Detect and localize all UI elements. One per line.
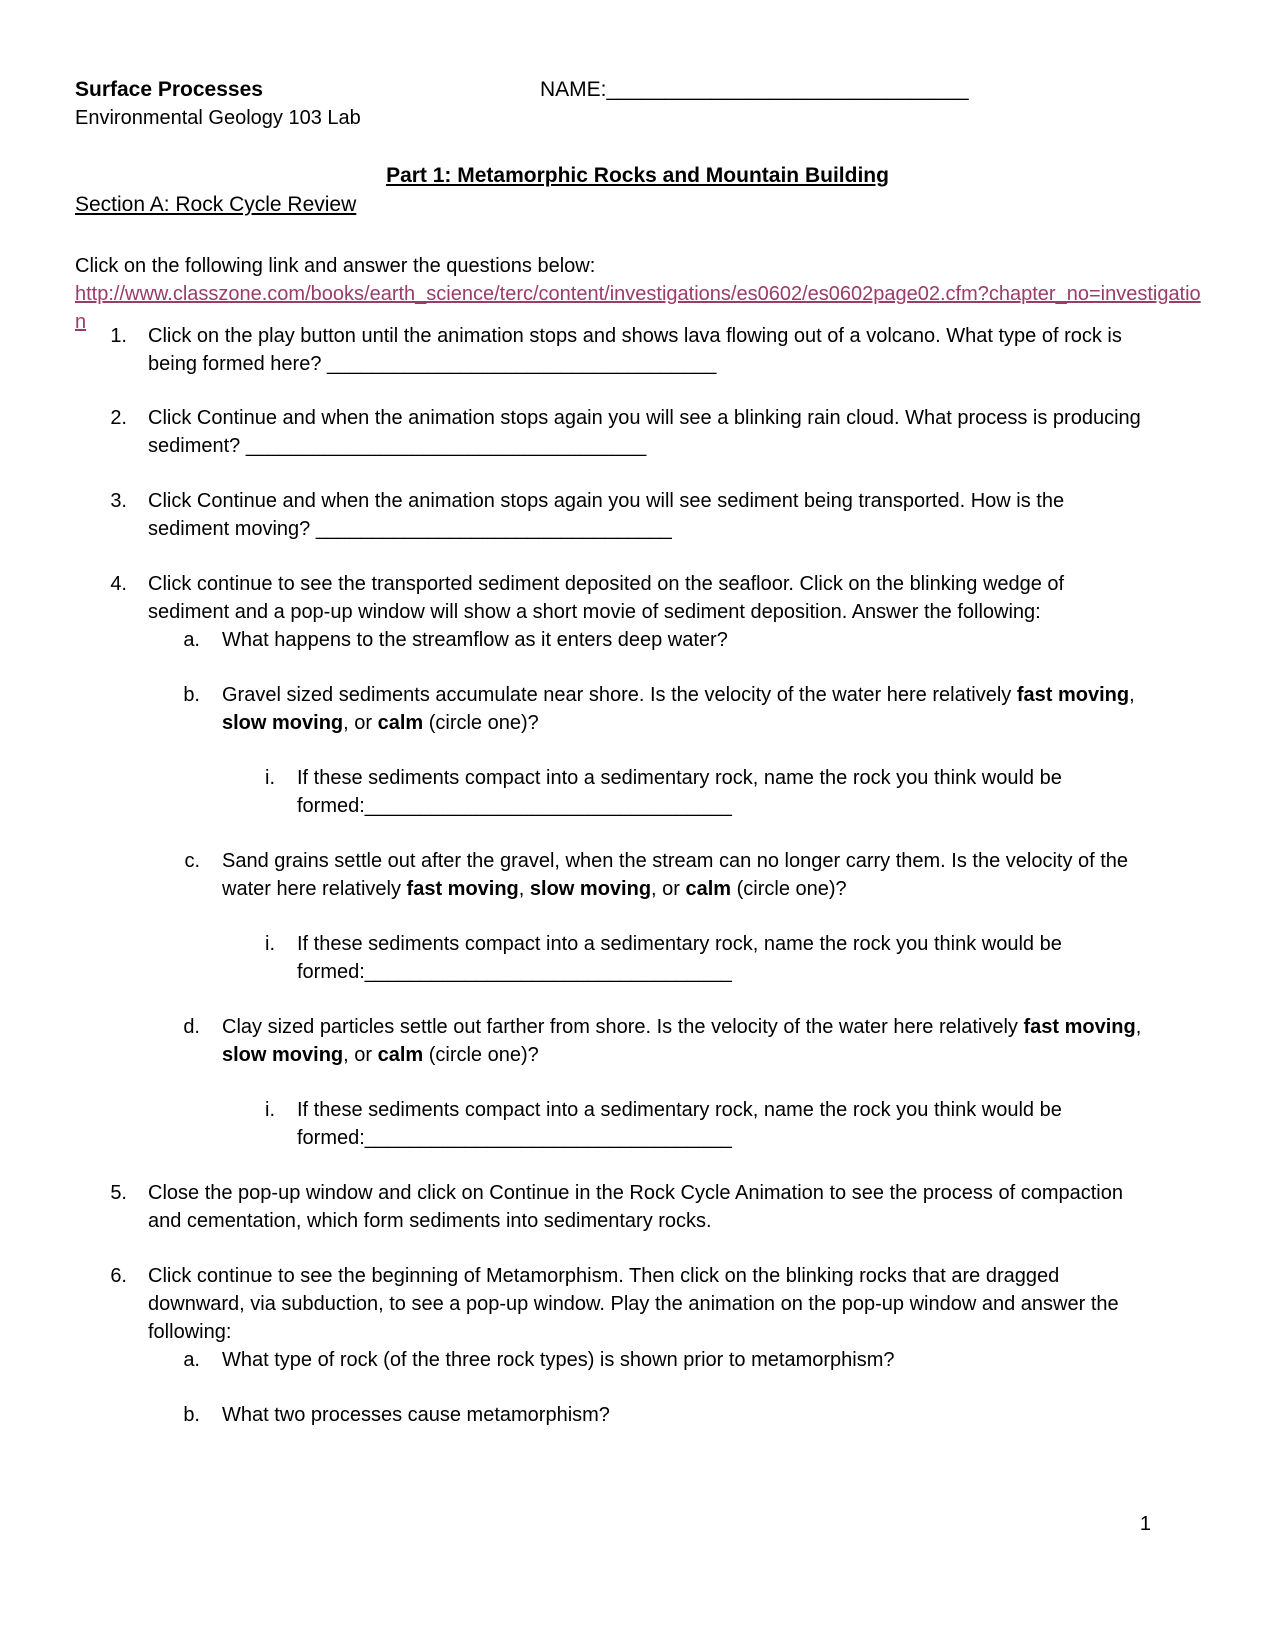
subquestion-letter: c.	[184, 850, 200, 872]
question-text: Click continue to see the transported sediment deposited on the seafloor. Click on the blinking wedge of	[148, 573, 1065, 595]
subquestion-text: What type of rock (of the three rock types) is shown prior to metamorphism?	[222, 1349, 895, 1371]
question-text: Click continue to see the beginning of Metamorphism. Then click on the blinking rocks that are dragged	[148, 1265, 1060, 1287]
question-number: 2.	[110, 407, 127, 429]
subquestion-text-cont: slow moving, or calm (circle one)?	[222, 712, 539, 734]
subquestion-letter: a.	[183, 629, 200, 651]
investigation-link[interactable]: http://www.classzone.com/books/earth_science/terc/content/investigations/es0602/es0602page02.cfm?chapter_no=investigation	[75, 283, 1201, 333]
subquestion-text: Gravel sized sediments accumulate near shore. Is the velocity of the water here relatively fast moving,	[222, 684, 1135, 706]
question-number: 5.	[110, 1182, 127, 1204]
subsubquestion-text: If these sediments compact into a sedimentary rock, name the rock you think would be	[297, 1099, 1062, 1121]
question-answer-line: sediment? ____________________________________	[148, 435, 647, 457]
instruction-text: Click on the following link and answer the questions below:	[75, 255, 596, 277]
page-number: 1	[1139, 1513, 1151, 1535]
question-answer-line: sediment moving? ________________________________	[148, 518, 672, 540]
subsubquestion-answer-line: formed:_________________________________	[297, 1127, 732, 1149]
subquestion-text-cont: water here relatively fast moving, slow moving, or calm (circle one)?	[222, 878, 847, 900]
document-subtitle: Environmental Geology 103 Lab	[75, 107, 361, 129]
part-heading: Part 1: Metamorphic Rocks and Mountain Building	[386, 164, 889, 187]
document-title: Surface Processes	[75, 78, 263, 101]
subsubquestion-numeral: i.	[265, 1099, 275, 1121]
subsubquestion-answer-line: formed:_________________________________	[297, 795, 732, 817]
subquestion-text: Sand grains settle out after the gravel, when the stream can no longer carry them. Is the velocity of the	[222, 850, 1129, 872]
question-number: 1.	[110, 325, 127, 347]
name-field: NAME:_______________________________	[540, 78, 969, 101]
question-text-cont: sediment and a pop-up window will show a short movie of sediment deposition. Answer the following:	[148, 601, 1041, 623]
question-answer-line: being formed here? ___________________________________	[148, 353, 717, 375]
subquestion-letter: b.	[183, 1404, 200, 1426]
subquestion-letter: a.	[183, 1349, 200, 1371]
subquestion-letter: b.	[183, 684, 200, 706]
subsubquestion-numeral: i.	[265, 933, 275, 955]
question-text: Click Continue and when the animation stops again you will see a blinking rain cloud. What process is producing	[148, 407, 1141, 429]
subsubquestion-answer-line: formed:_________________________________	[297, 961, 732, 983]
subsubquestion-text: If these sediments compact into a sedimentary rock, name the rock you think would be	[297, 933, 1062, 955]
subquestion-text: Clay sized particles settle out farther from shore. Is the velocity of the water here relatively fast moving,	[222, 1016, 1142, 1038]
subquestion-letter: d.	[183, 1016, 200, 1038]
subsubquestion-text: If these sediments compact into a sedimentary rock, name the rock you think would be	[297, 767, 1062, 789]
subsubquestion-numeral: i.	[265, 767, 275, 789]
subquestion-text: What two processes cause metamorphism?	[222, 1404, 610, 1426]
question-text-cont: and cementation, which form sediments into sedimentary rocks.	[148, 1210, 712, 1232]
question-text: Click Continue and when the animation stops again you will see sediment being transported. How is the	[148, 490, 1065, 512]
question-number: 4.	[110, 573, 127, 595]
question-text-cont: following:	[148, 1321, 232, 1343]
section-heading: Section A: Rock Cycle Review	[75, 193, 357, 216]
question-text-cont: downward, via subduction, to see a pop-up window. Play the animation on the pop-up window and answer the	[148, 1293, 1119, 1315]
question-number: 6.	[110, 1265, 127, 1287]
question-text: Click on the play button until the animation stops and shows lava flowing out of a volcano. What type of rock is	[148, 325, 1122, 347]
subquestion-text: What happens to the streamflow as it enters deep water?	[222, 629, 728, 651]
question-text: Close the pop-up window and click on Continue in the Rock Cycle Animation to see the process of compaction	[148, 1182, 1123, 1204]
subquestion-text-cont: slow moving, or calm (circle one)?	[222, 1044, 539, 1066]
question-number: 3.	[110, 490, 127, 512]
